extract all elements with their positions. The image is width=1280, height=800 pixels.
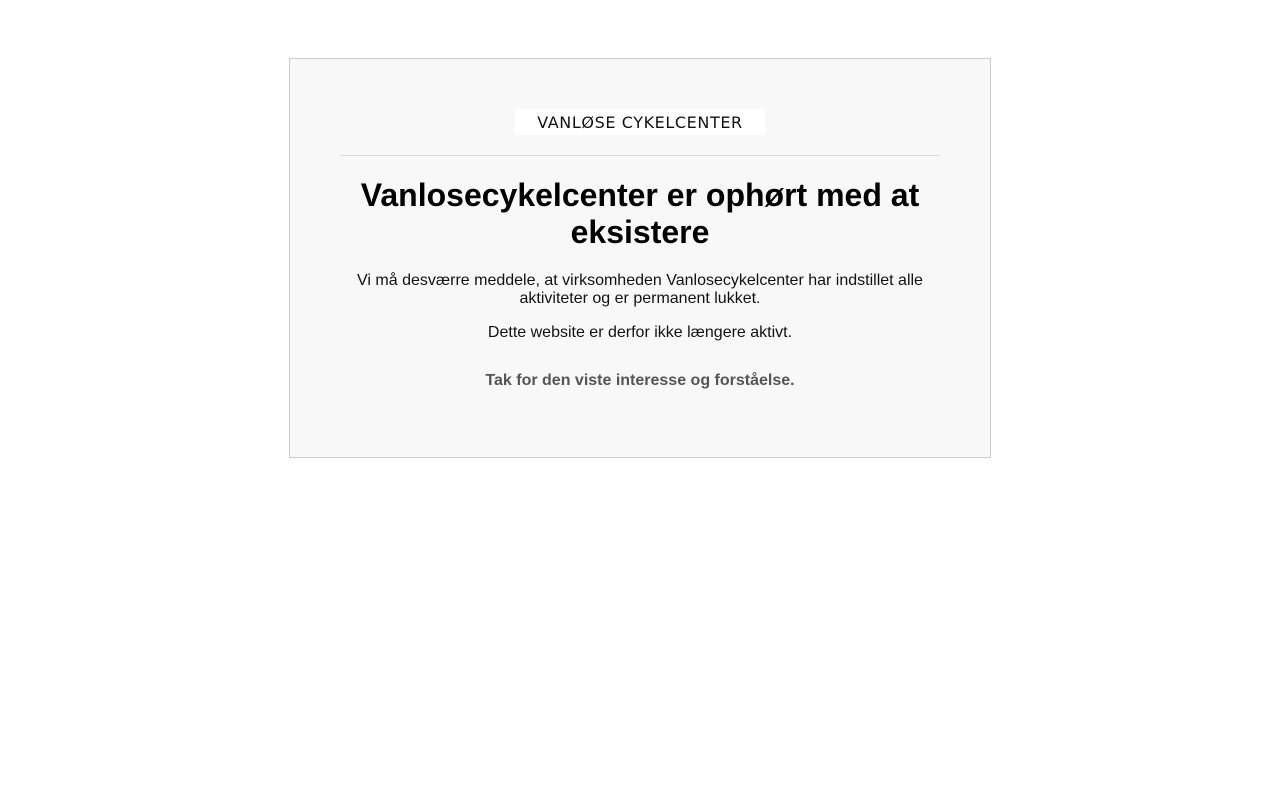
notice-content	[340, 59, 940, 457]
logo-text: VANLØSE CYKELCENTER	[537, 112, 743, 132]
thanks-message: Tak for den viste interesse og forståelse.	[485, 372, 795, 389]
inactive-message: Dette website er derfor ikke længere aktivt.	[487, 324, 793, 341]
notice-card	[289, 58, 991, 458]
logo	[515, 109, 765, 135]
page-title: Vanlosecykelcenter er ophørt med at eksistere	[360, 177, 920, 250]
divider	[340, 155, 940, 156]
closure-message: Vi må desværre meddele, at virksomheden Vanlosecykelcenter har indstillet alle aktiviteter og er permanent lukket.	[357, 272, 923, 307]
logo-container	[340, 109, 940, 135]
